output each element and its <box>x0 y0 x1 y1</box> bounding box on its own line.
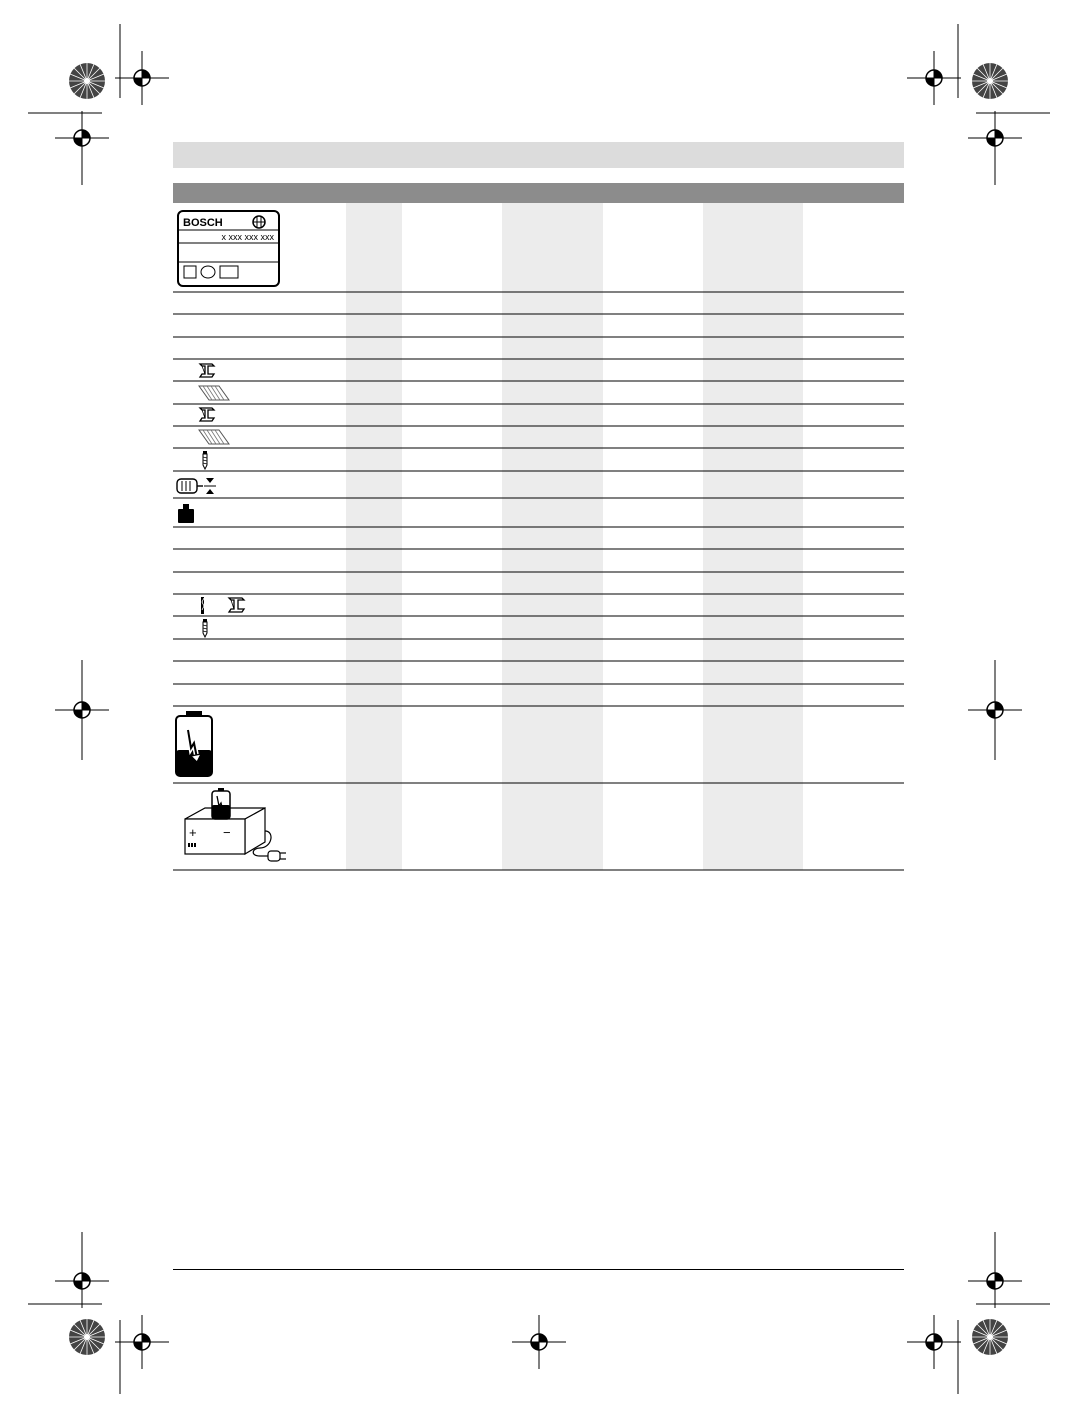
page-footer-rule <box>173 1269 904 1270</box>
nameplate-brand: BOSCH <box>183 217 223 229</box>
chuck-range-icon <box>176 476 218 496</box>
svg-text:−: − <box>223 825 231 840</box>
wood-icon <box>197 383 231 402</box>
svg-text:+: + <box>189 825 197 840</box>
screw-icon <box>200 618 210 638</box>
battery-icon <box>174 710 214 778</box>
wood-icon <box>197 427 231 446</box>
nameplate-article-number: x xxx xxx xxx <box>221 232 274 242</box>
screw-icon <box>200 450 210 470</box>
weight-icon <box>177 503 195 524</box>
charger-icon <box>180 786 300 866</box>
drill-bit-steel-icon <box>199 596 247 615</box>
steel-beam-icon <box>198 362 216 379</box>
steel-beam-icon <box>198 406 216 423</box>
nameplate-icon <box>177 210 280 287</box>
